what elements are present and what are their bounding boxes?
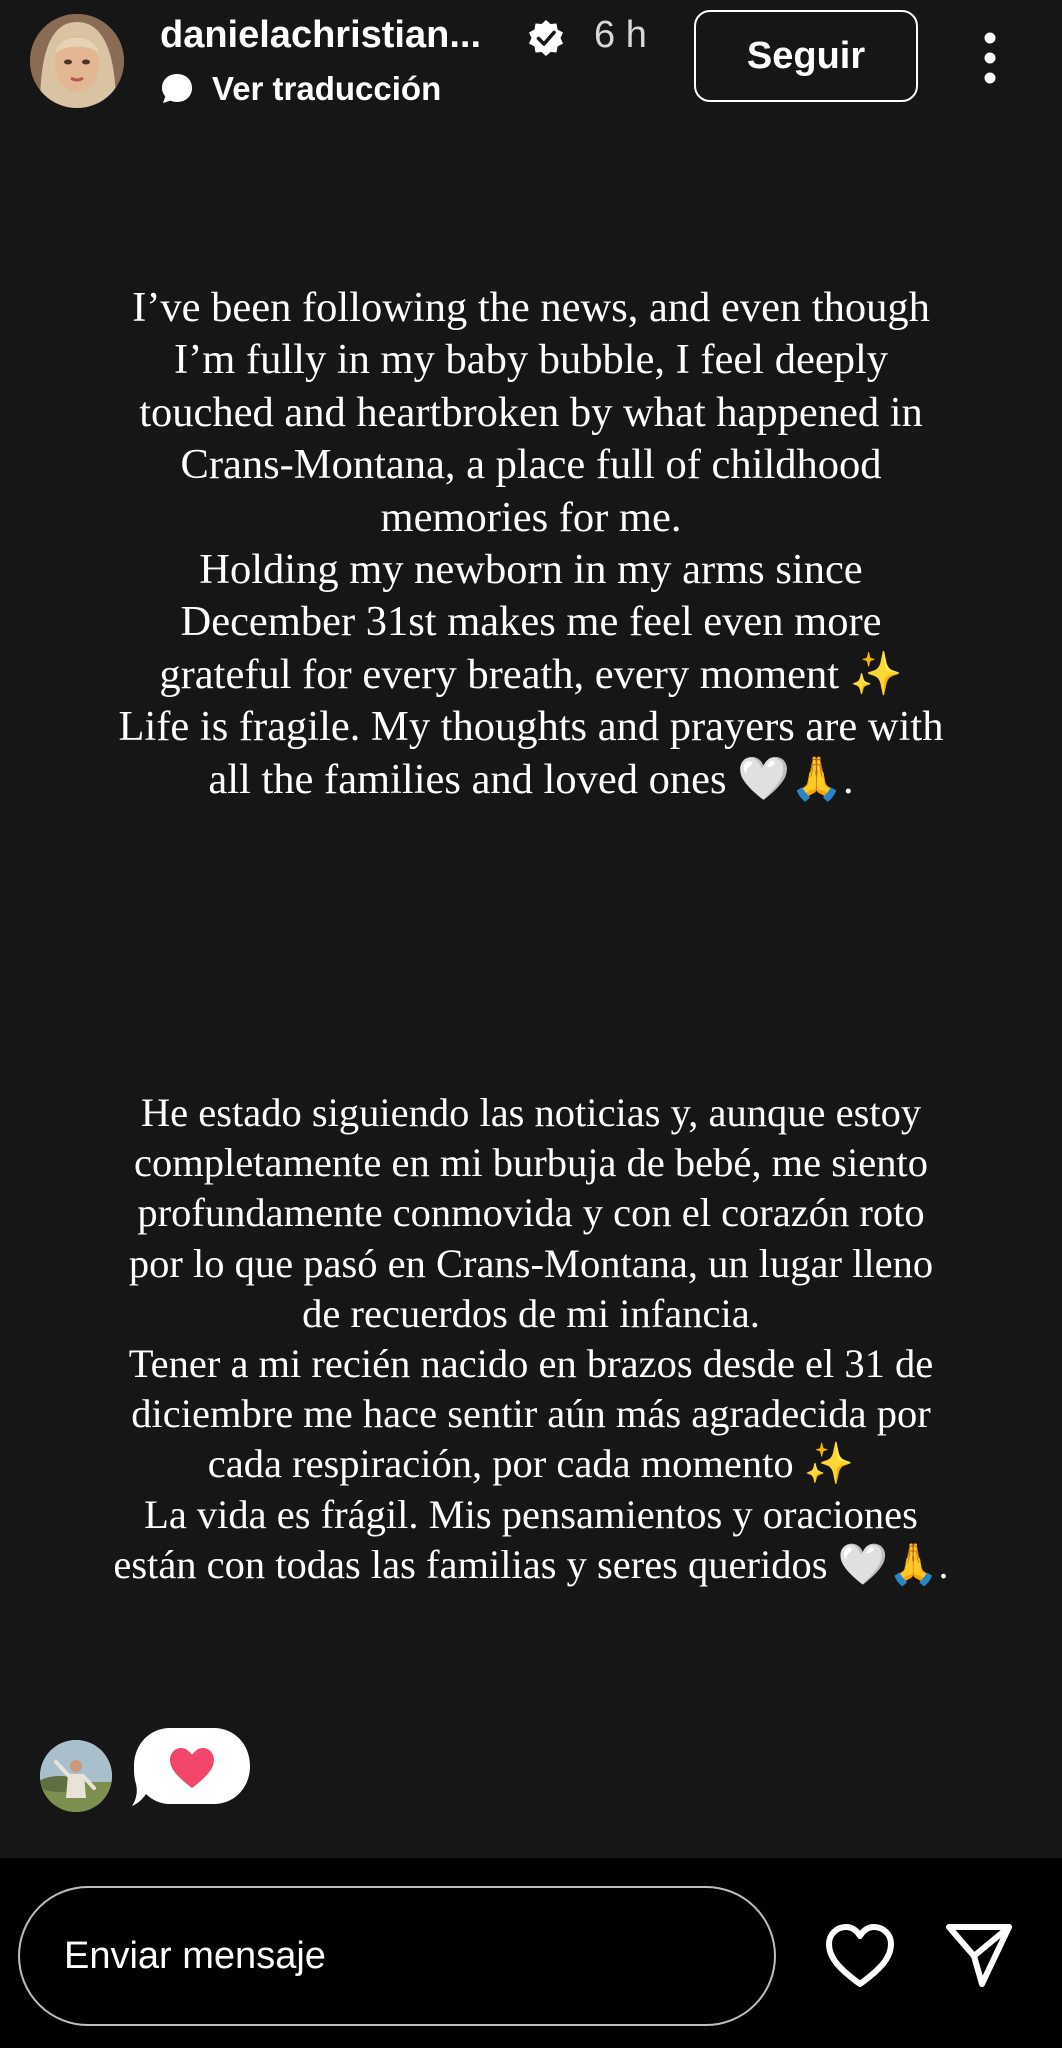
reaction-bubble[interactable] xyxy=(130,1726,254,1810)
send-icon[interactable] xyxy=(944,1920,1014,1990)
speech-bubble-icon xyxy=(160,72,194,106)
post-time: 6 h xyxy=(594,14,647,56)
story-text-spanish: He estado siguiendo las noticias y, aunque estoy completamente en mi burbuja de bebé, me siento profundamente conmovida y con el corazón roto por lo que pasó en Crans-Montana, un lugar lleno de recuerdos de mi infancia. Tener a mi recién nacido en brazos desde el 31 de diciembre me hace sentir aún más agradecida por cada respiración, por cada momento ✨ La vida es frágil. Mis pensamientos y oraciones están con todas las familias y seres queridos 🤍🙏. xyxy=(113,1090,949,1587)
author-avatar[interactable] xyxy=(30,14,124,108)
more-options-icon[interactable] xyxy=(972,30,1008,86)
translate-label[interactable]: Ver traducción xyxy=(212,70,442,107)
verified-badge-icon xyxy=(526,18,566,58)
author-username[interactable]: danielachristian... xyxy=(160,14,481,56)
translate-link[interactable] xyxy=(160,70,441,108)
reactor-avatar[interactable] xyxy=(40,1740,112,1812)
message-input[interactable]: Enviar mensaje xyxy=(18,1886,776,2026)
follow-button[interactable]: Seguir xyxy=(694,10,918,102)
story-text-english: I’ve been following the news, and even though I’m fully in my baby bubble, I feel deeply touched and heartbroken by what happened in Crans-Montana, a place full of childhood memories for me. Holding my newborn in my arms since December 31st makes me feel even more grateful for every breath, every moment ✨ Life is fragile. My thoughts and prayers are with all the families and loved ones 🤍🙏. xyxy=(118,284,944,803)
reply-bar xyxy=(0,1858,1062,2048)
heart-outline-icon[interactable] xyxy=(824,1922,896,1990)
